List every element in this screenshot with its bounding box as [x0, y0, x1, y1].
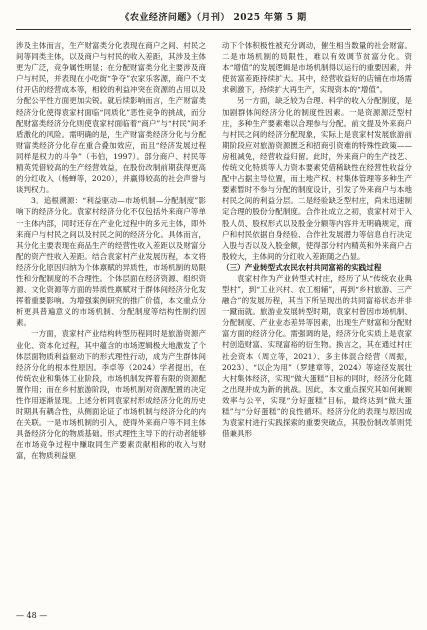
header-rule — [16, 29, 411, 30]
section-heading: （三）产业转型式农民农村共同富裕的实践过程 — [222, 262, 382, 272]
right-column — [222, 40, 412, 439]
body-paragraph: 动下个体积极性被充分调动，催生相当数量的社会财富。二是市场机制的局限性，难以有效调节贫富分化。资本“增值”的发展逻辑是市场机制得以运行的重要因素，并使贫富差距持续扩大。其中，经营收益好的店铺在市场需求刺激下，持续扩大再生产，实现资本的“增值”。 — [222, 41, 412, 95]
body-paragraph: 袁家村作为产业转型式村庄，经历了从“传统农业典型村”，到“工业兴村、农工相辅”，再到“乡村旅游、三产融合”的发展历程，其当下所呈现出的共同富裕状态并非一蹴而就。旅游业发展转型时期，袁家村曾因市场机制、分配制度、产业业态差异等因素，出现生产财富和分配财富方面的经济分化。需强调的是，经济分化实质上是袁家村创造财富、实现富裕的衍生物。换言之，其在通过村庄社会资本（周立等，2021）、多主体混合经营（周振，2023）、“以企为用”（罗建章等，2024）等途径发展壮大村集体经济，实现“做大蛋糕”目标的同时，经济分化随之出现并成为新的挑战。因此，本文重点探究其如何兼顾效率与公平，实现“分好蛋糕”目标，最终达到“做大蛋糕”与“分好蛋糕”的良性循环。经济分化的表现与原因成为袁家村进行实践探索的重要突破点，其股份制改革则凭借兼具形 — [222, 273, 412, 439]
body-paragraph: 涉及主体而言，生产财富类分化表现在商户之间、村民之间等同类主体，以及商户与村民的收入差距，其涉及主体更为广泛，竞争属性明显；在分配财富类分化主要涉及商户与村民，并表现在小吃街“争夺”农家乐客源，商户不支付开店的经营成本等，相较的利益冲突在资源的占用以及分配公平性方面更加尖锐。就后续影响而言，生产财富类经济分化使得袁家村面临“同质化”恶性竞争的挑战，而分配财富类经济分化则使袁家村面临着“商户”与“村民”间矛盾激化的风险。需明确的是，生产财富类经济分化与分配财富类经济分化存在重合叠加效应，而且“经济发展过程同样是权力的斗争”（韦伯，1997）。部分商户、村民等精英凭借较高的生产经营效益，在股份改制前期获得更高的分红收入（杨蝉等，2020），并赢得较高的社会声誉与谈判权力。 — [16, 41, 206, 195]
body-paragraph: 另一方面，缺乏较为合理、科学的收入分配制度，是加剧群体间经济分化的制度性因素。一是资源源泛型村庄，多种生产要素难以合理参与分配。前文提及外来商户与村民之间的经济分配现象，实际上是袁家村发展旅游前期阶段应对旅游资源匮乏和招商引资难的特殊性政策——房租减免，经营收益归留。此时，外来商户的生产技艺、传统文化特质等人力资本要素凭借稀缺性在经营性收益分配中占据主导位置，而土地产权、村集体管理等多种生产要素暂时不参与分配的制度设计，引发了外来商户与本地村民之间的利益分层。二是经验缺乏型村庄，尚未迅速制定合理的股份分配制度。合作社成立之初，袁家村对于入股人员、股权形式以及股金分额等内容并无明确规定，商户和村民依据自身经验、合作社发展潜力等信息自行决定入股与否以及入股金额，使得部分村内精英和外来商户占股较大，主体间的分红收入差距随之凸显。 — [222, 96, 412, 261]
body-paragraph: 3．追根溯源：“利益驱动—市场机制—分配制度”影响下的经济分化。袁家村经济分化不仅包括外来商户等单一主体内部，同时还存在产业化过程中的多元主体，即外来商户与村民之间以及村民之间的经济分化。具体而言，其分化主要表现在商品生产的经营性收入差距以及财富分配的资产性收入差距。结合袁家村产业发展历程，本文将经济分化原因归纳为个体禀赋的异质性，市场机制的局限性和分配制度的不合理性。个体层面在经济资源、组织资源、文化资源等方面的异质性禀赋对于群体间经济分化发挥着重要影响。为增强案例研究的推广价值，本文重点分析更具普遍意义的市场机制、分配制度等结构性制约因素。 — [16, 196, 206, 328]
page-number: — 48 — — [16, 611, 48, 620]
journal-header: 《农业经济问题》（月刊） 2025 年第 5 期 — [120, 13, 307, 23]
body-paragraph: 一方面，袁家村产业结构转型历程同时是旅游资源产业化、资本化过程，其中蕴含的市场逻辑极大地激发了个体层面物质利益驱动下的形式理性行动，成为产生群体间经济分化的根本性原因。李卓等（2024）学者提出，在传统农业和集体工业阶段，市场机制发挥着有限的资源配置作用；而在乡村旅游阶段，市场机制对资源配置的决定性作用逐渐显现。上述分析同袁家村形成经济分化的历史时期具有耦合性，从侧面论证了市场机制与经济分化的内在关联。一是市场机制的引入，使得外来商户等不同主体具备经济分化的物质基础。形式理性主导下的行动者能够在市场竞争过程中赚取同生产要素贡献相称的收入与财富，在物质利益驱 — [16, 329, 206, 461]
left-column — [16, 40, 206, 462]
